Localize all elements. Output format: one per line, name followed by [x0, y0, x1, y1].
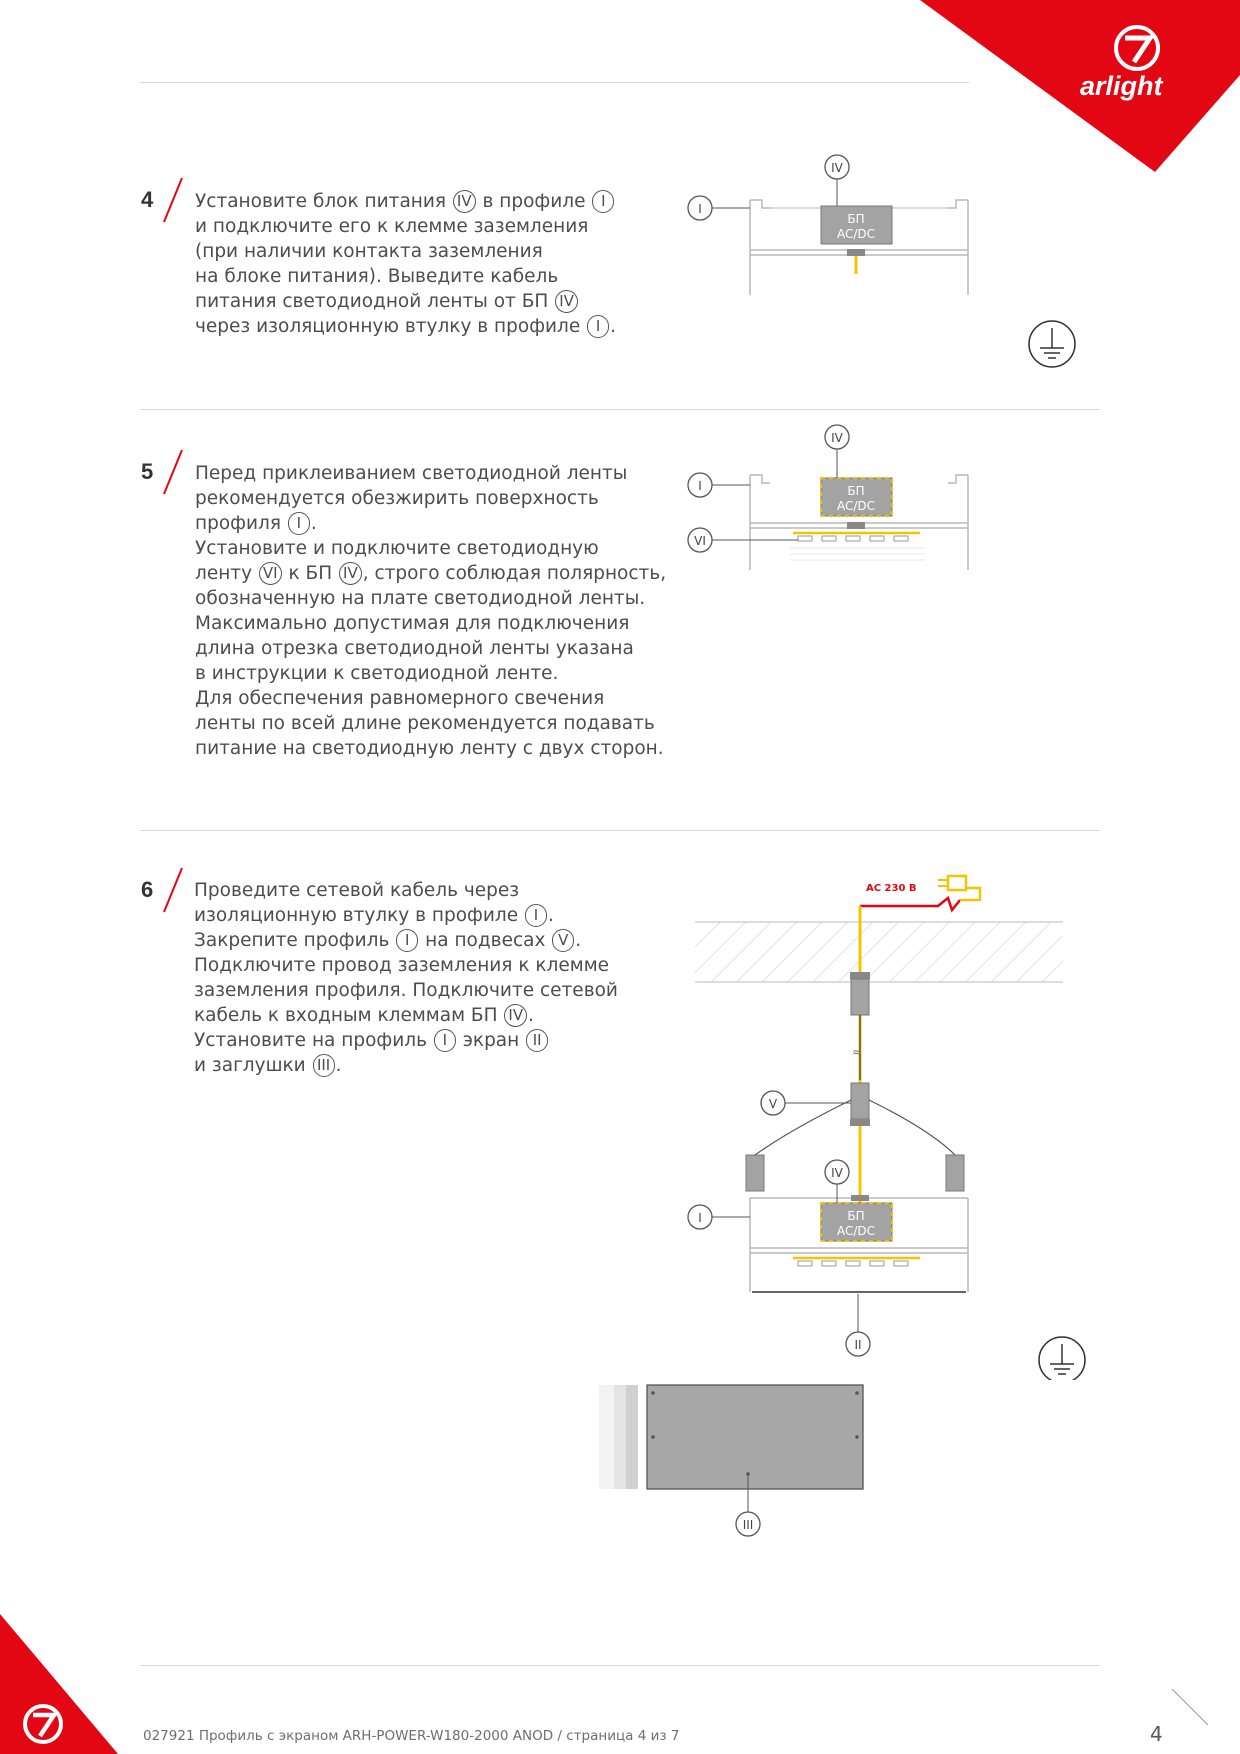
- step-text-segment: ленту: [195, 563, 258, 584]
- step-text-segment: в инструкции к светодиодной ленте.: [195, 663, 559, 684]
- step-text-segment: на блоке питания). Выведите кабель: [195, 266, 559, 287]
- divider-top: [140, 82, 969, 83]
- step-text-segment: .: [335, 1055, 342, 1076]
- step-text-segment: на подвесах: [419, 930, 552, 951]
- step-line: [194, 1028, 618, 1053]
- component-marker: III: [313, 1054, 335, 1077]
- step-slash-icon: [160, 176, 186, 224]
- step-text-segment: профиля: [195, 513, 287, 534]
- step-text-segment: Проведите сетевой кабель через: [194, 880, 520, 901]
- step-line: [195, 711, 666, 736]
- step-line: [195, 586, 666, 611]
- step-line: [195, 289, 616, 314]
- marker-vi: VI: [694, 534, 706, 548]
- step-line: [195, 314, 616, 339]
- step-line: [194, 953, 618, 978]
- component-marker: I: [592, 190, 614, 213]
- step-line: [195, 536, 666, 561]
- step-line: [195, 736, 666, 761]
- step-line: [195, 661, 666, 686]
- component-marker: I: [396, 929, 418, 952]
- psu-label: AC/DC: [836, 499, 876, 513]
- marker-i: I: [698, 479, 702, 493]
- component-marker: VI: [259, 562, 282, 585]
- step-line: [195, 461, 666, 486]
- step-text-segment: , строго соблюдая полярность,: [362, 563, 667, 584]
- step-line: [195, 511, 666, 536]
- step-number: 6: [141, 877, 154, 902]
- marker-v: V: [768, 1097, 778, 1111]
- psu-label: БП: [847, 1209, 865, 1223]
- step-text-segment: питание на светодиодную ленту с двух сторон.: [195, 738, 664, 759]
- step-line: [194, 878, 618, 903]
- diagram-step-6: [680, 860, 1100, 1380]
- step-text-segment: .: [310, 513, 317, 534]
- step-text-segment: .: [547, 905, 554, 926]
- divider-step-4-5: [140, 409, 1100, 410]
- step-text-segment: и подключите его к клемме заземления: [195, 216, 589, 237]
- diagram-step-5: [680, 420, 980, 590]
- marker-iv: IV: [831, 431, 843, 445]
- step-slash-icon: [160, 866, 186, 914]
- psu-label: AC/DC: [836, 227, 876, 241]
- step-line: [195, 636, 666, 661]
- marker-i: I: [698, 202, 702, 216]
- marker-iii: III: [742, 1518, 754, 1532]
- component-marker: I: [434, 1029, 456, 1052]
- psu-label: БП: [847, 484, 865, 498]
- psu-label: AC/DC: [836, 1224, 876, 1238]
- bottom-corner-brand: [0, 1614, 120, 1754]
- marker-ii: II: [854, 1338, 862, 1352]
- step-text-segment: Установите и подключите светодиодную: [195, 538, 599, 559]
- page-corner-line-icon: [1170, 1687, 1210, 1727]
- step-text-segment: кабель к входным клеммам БП: [194, 1005, 504, 1026]
- step-line: [195, 486, 666, 511]
- step-text-segment: в профиле: [476, 191, 592, 212]
- step-text-segment: заземления профиля. Подключите сетевой: [194, 980, 618, 1001]
- marker-iv: IV: [831, 1166, 843, 1180]
- step-text-segment: обозначенную на плате светодиодной ленты.: [195, 588, 646, 609]
- page-number: 4: [1150, 1722, 1163, 1746]
- step-number: 5: [141, 459, 154, 484]
- svg-text:≈: ≈: [852, 1045, 863, 1059]
- component-marker: I: [525, 904, 547, 927]
- brand-name: arlight: [1080, 71, 1163, 101]
- step-line: [195, 264, 616, 289]
- step-number: 4: [141, 187, 154, 212]
- component-marker: V: [552, 929, 574, 952]
- divider-step-5-6: [140, 830, 1100, 831]
- component-marker: IV: [339, 562, 362, 585]
- step-line: [195, 214, 616, 239]
- step-text-segment: экран: [456, 1030, 526, 1051]
- component-marker: IV: [453, 190, 476, 213]
- component-marker: IV: [555, 290, 578, 313]
- step-line: [194, 903, 618, 928]
- step-text-segment: Максимально допустимая для подключения: [195, 613, 630, 634]
- step-text-segment: через изоляционную втулку в профиле: [195, 316, 587, 337]
- step-text-segment: .: [575, 930, 582, 951]
- step-4-text: [195, 189, 616, 339]
- step-text-segment: Подключите провод заземления к клемме: [194, 955, 610, 976]
- step-line: [195, 189, 616, 214]
- step-5-text: [195, 461, 666, 761]
- step-text-segment: Закрепите профиль: [194, 930, 396, 951]
- step-line: [195, 611, 666, 636]
- step-text-segment: .: [528, 1005, 534, 1026]
- step-line: [195, 239, 616, 264]
- step-text-segment: питания светодиодной ленты от БП: [195, 291, 555, 312]
- diagram-step-4: [680, 150, 1100, 380]
- step-line: [194, 1003, 618, 1028]
- ground-symbol-icon: [1039, 1337, 1085, 1380]
- step-line: [194, 978, 618, 1003]
- step-text-segment: Перед приклеиванием светодиодной ленты: [195, 463, 628, 484]
- ground-symbol-icon: [1029, 321, 1075, 367]
- step-text-segment: изоляционную втулку в профиле: [194, 905, 524, 926]
- step-text-segment: ленты по всей длине рекомендуется подавать: [195, 713, 655, 734]
- component-marker: IV: [504, 1004, 527, 1027]
- step-text-segment: к БП: [282, 563, 339, 584]
- step-line: [195, 561, 666, 586]
- end-cap-diagram: [590, 1380, 890, 1540]
- step-line: [194, 1053, 618, 1078]
- component-marker: I: [587, 315, 609, 338]
- step-text-segment: .: [610, 316, 617, 337]
- step-text-segment: рекомендуется обезжирить поверхность: [195, 488, 599, 509]
- component-marker: I: [288, 512, 310, 535]
- component-marker: II: [526, 1029, 548, 1052]
- marker-i: I: [698, 1211, 702, 1225]
- step-6-text: [194, 878, 618, 1078]
- step-line: [195, 686, 666, 711]
- marker-iv: IV: [831, 161, 843, 175]
- step-text-segment: Установите блок питания: [195, 191, 452, 212]
- step-text-segment: Для обеспечения равномерного свечения: [195, 688, 605, 709]
- step-text-segment: и заглушки: [194, 1055, 312, 1076]
- step-slash-icon: [160, 448, 186, 496]
- mains-voltage-label: AC 230 В: [866, 883, 917, 894]
- divider-footer: [140, 1665, 1100, 1666]
- step-text-segment: (при наличии контакта заземления: [195, 241, 543, 262]
- psu-label: БП: [847, 212, 865, 226]
- footer-doc-title: 027921 Профиль с экраном ARH-POWER-W180-2000 ANOD / страница 4 из 7: [143, 1728, 680, 1744]
- step-line: [194, 928, 618, 953]
- step-text-segment: длина отрезка светодиодной ленты указана: [195, 638, 634, 659]
- step-text-segment: Установите на профиль: [194, 1030, 433, 1051]
